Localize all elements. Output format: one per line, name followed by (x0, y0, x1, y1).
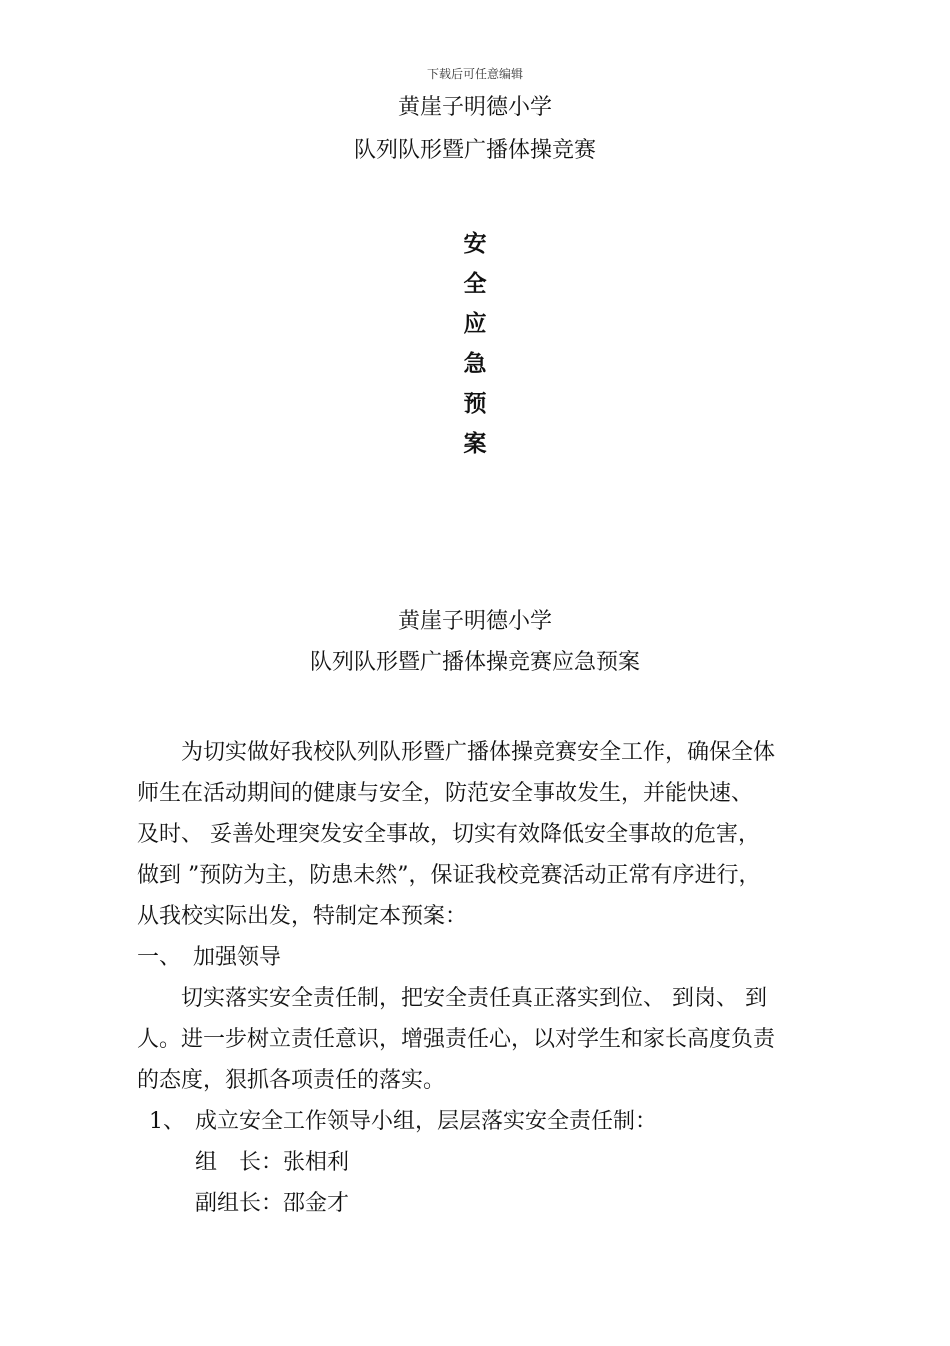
section-title: 加强领导 (193, 945, 282, 970)
intro-line: 为切实做好我校队列队形暨广播体操竞赛安全工作，确保全体 (181, 740, 776, 765)
cover-title-char: 安 (463, 231, 487, 257)
cover-event-name: 队列队形暨广播体操竞赛 (353, 138, 596, 163)
intro-line: 做到 ”预防为主，防患未然”，保证我校竞赛活动正常有序进行， (137, 863, 761, 888)
cover-title-char: 应 (463, 311, 487, 337)
document-school-name: 黄崖子明德小学 (397, 609, 552, 634)
intro-line: 及时、 妥善处理突发安全事故，切实有效降低安全事故的危害， (137, 822, 760, 847)
cover-title-char: 预 (463, 391, 487, 417)
section-heading (137, 937, 817, 978)
team-member: 组 长：张相利 (195, 1150, 350, 1175)
list-item-number: 1、 (149, 1109, 185, 1134)
cover-title (0, 224, 950, 464)
document-body (137, 732, 817, 1224)
cover-title-char: 案 (463, 431, 487, 457)
section-line: 切实落实安全责任制，把安全责任真正落实到位、 到岗、 到 (181, 986, 767, 1011)
cover-title-char: 急 (463, 351, 487, 377)
cover-title-char: 全 (463, 271, 487, 297)
section-line: 人。进一步树立责任意识，增强责任心，以对学生和家长高度负责 (137, 1027, 776, 1052)
header-note: 下载后可任意编辑 (426, 67, 523, 81)
team-member: 副组长：邵金才 (195, 1191, 350, 1216)
intro-line: 从我校实际出发，特制定本预案： (137, 904, 468, 929)
section-number: 一、 (137, 945, 182, 970)
cover-school-name: 黄崖子明德小学 (397, 95, 552, 120)
intro-line: 师生在活动期间的健康与安全，防范安全事故发生，并能快速、 (137, 781, 754, 806)
section-line: 的态度，狠抓各项责任的落实。 (137, 1068, 446, 1093)
list-item-text: 成立安全工作领导小组，层层落实安全责任制： (195, 1109, 658, 1134)
list-item (137, 1101, 817, 1142)
document-title: 队列队形暨广播体操竞赛应急预案 (309, 650, 640, 675)
